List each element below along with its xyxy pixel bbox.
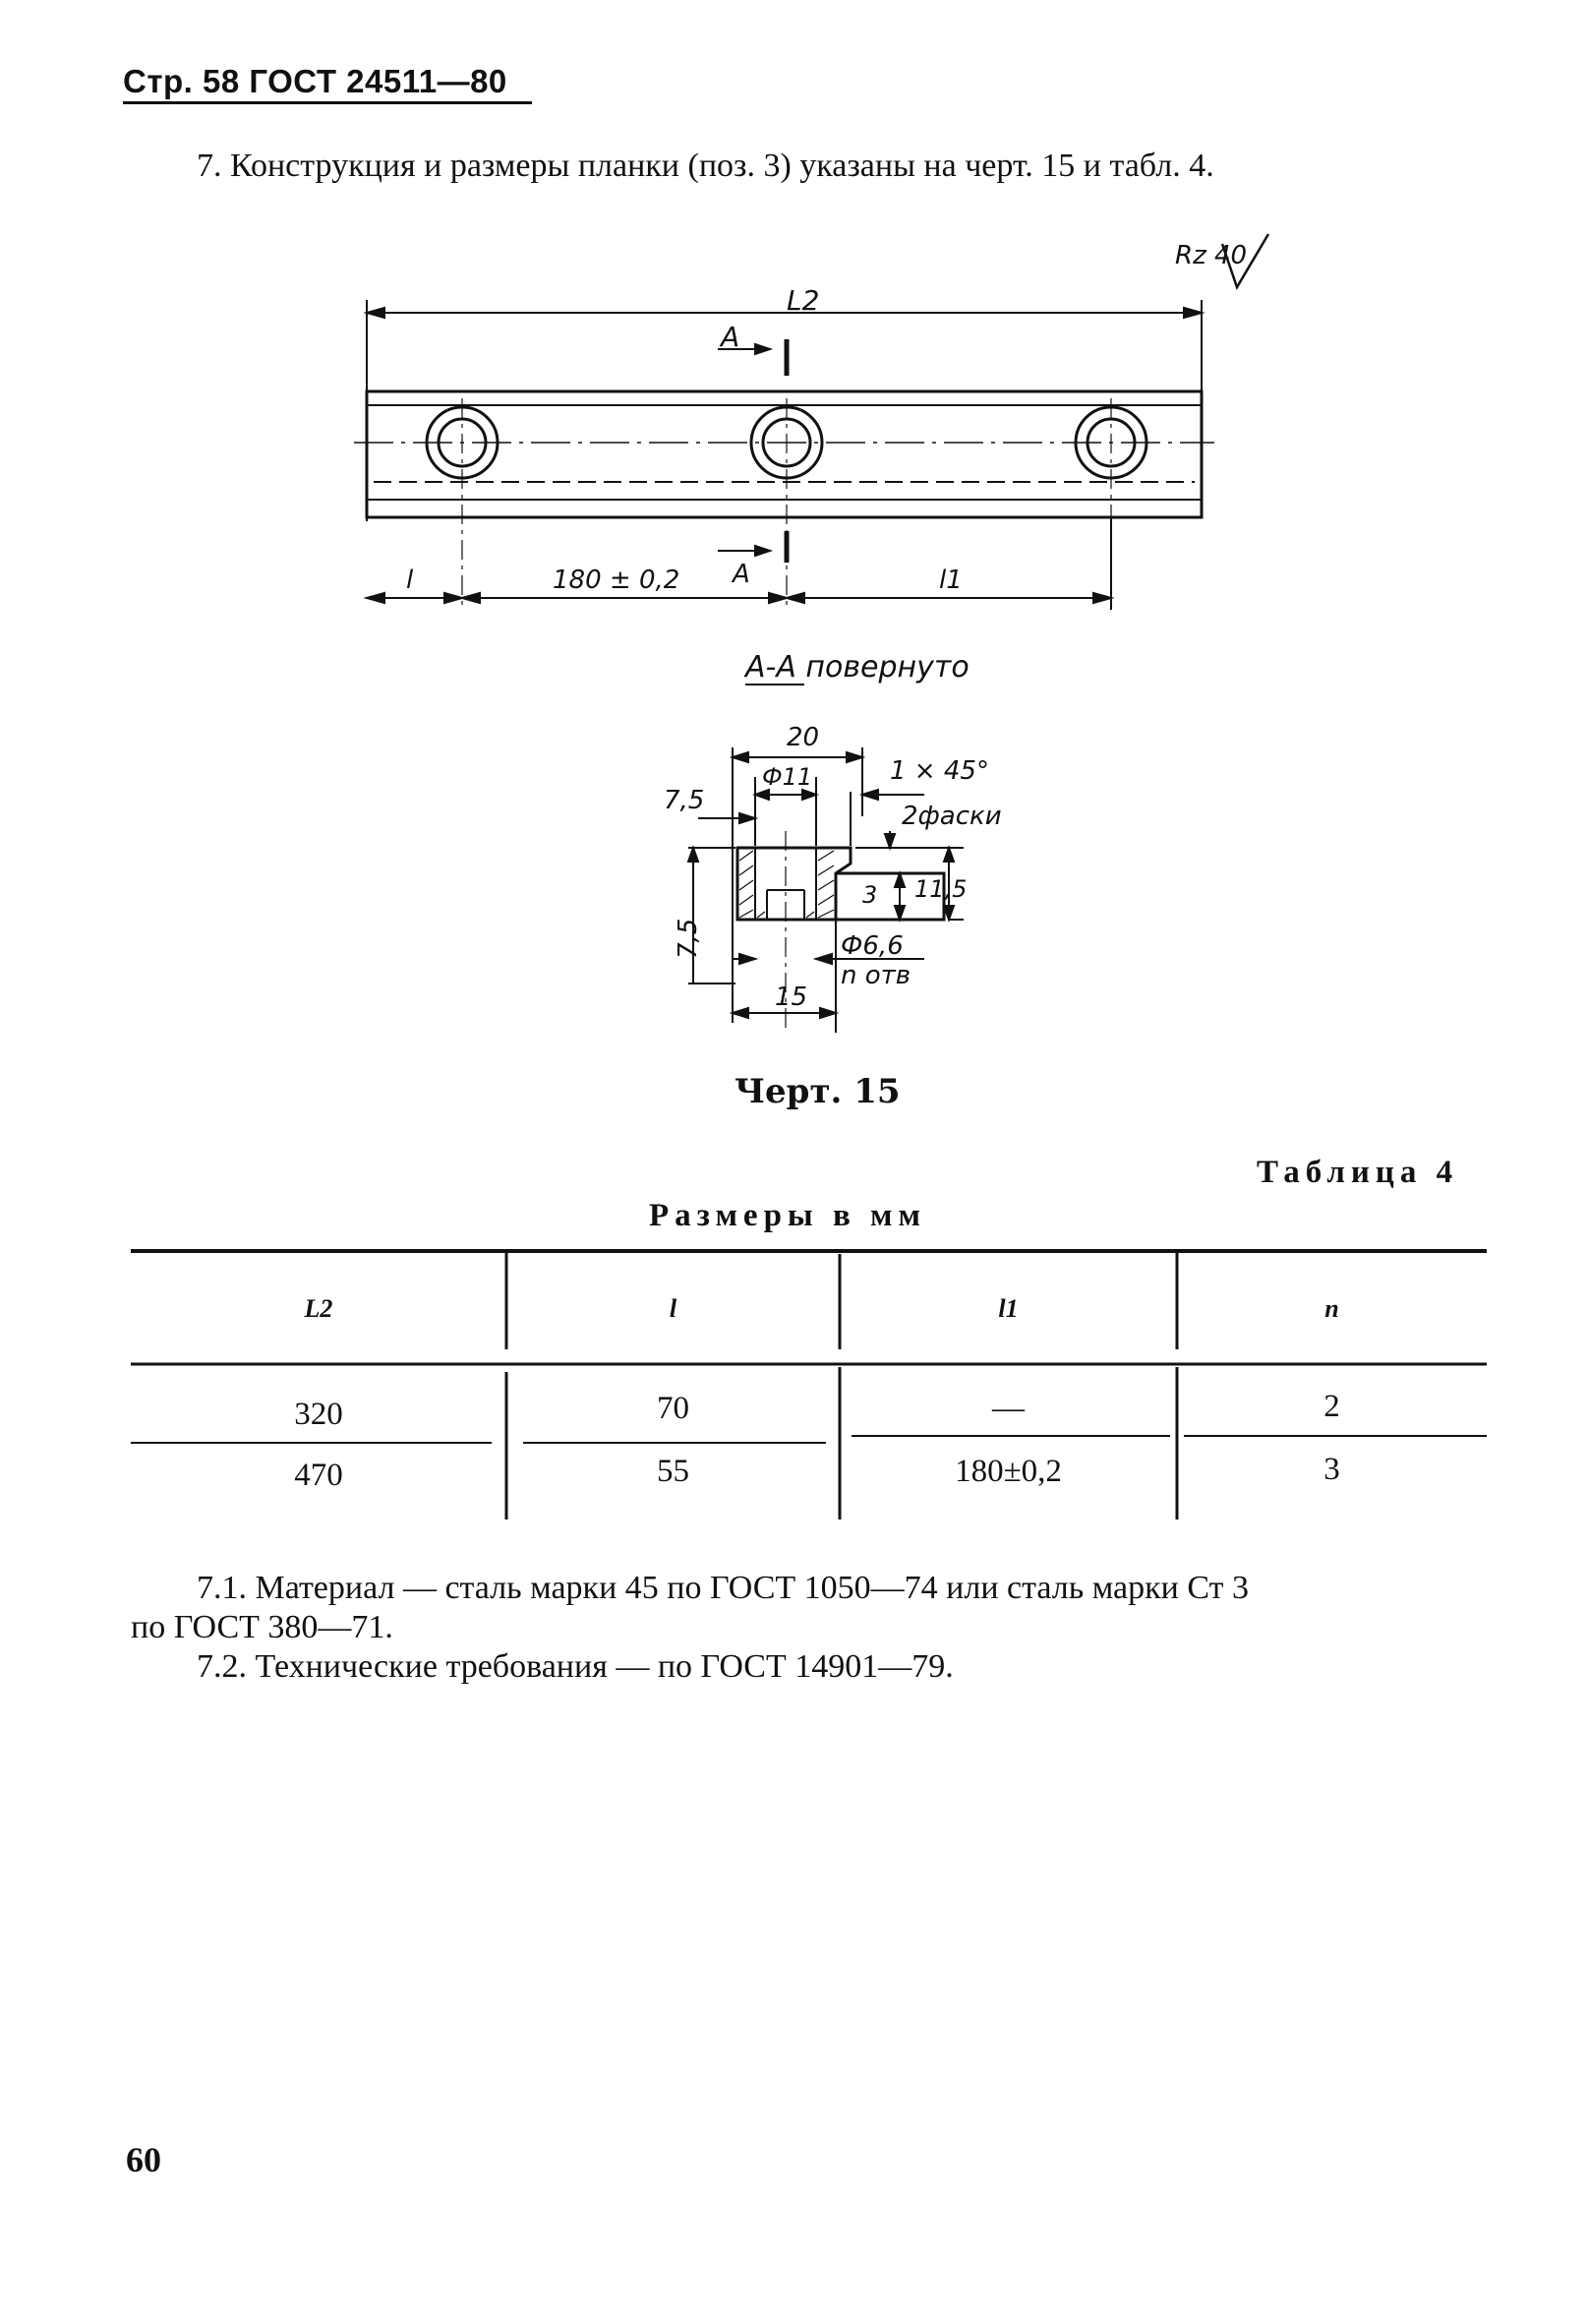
intro-paragraph: 7. Конструкция и размеры планки (поз. 3) указаны на черт. 15 и табл. 4. [197, 148, 1214, 184]
dim-chamfer-label: 1 × 45° [890, 756, 989, 786]
section-mark-top: A [721, 321, 740, 353]
table-title: Таблица 4 [1257, 1155, 1459, 1190]
dim-20-label: 20 [787, 723, 820, 752]
page-header: Стр. 58 ГОСТ 24511—80 [123, 63, 507, 99]
dim-7-5-top-label: 7,5 [664, 786, 705, 815]
section-title: А-А повернуто [745, 650, 970, 685]
table-header-n: n [1324, 1294, 1339, 1323]
dim-l1-label: l1 [939, 566, 963, 595]
roughness-label: Rz 40 [1175, 241, 1248, 270]
table-cell-r2-L2: 470 [294, 1458, 343, 1493]
chamfer-note-label: 2фаски [902, 802, 1002, 831]
table-cell-r1-l1: — [992, 1391, 1025, 1426]
table-cell-r1-L2: 320 [294, 1397, 343, 1432]
section-mark-bottom: A [733, 560, 750, 589]
table-subtitle: Размеры в мм [649, 1198, 926, 1233]
table-cell-r2-n: 3 [1323, 1452, 1340, 1487]
dim-3-label: 3 [862, 881, 878, 909]
dim-l-label: l [406, 566, 414, 595]
dim-d6-6-label: Ф6,6 [841, 931, 904, 961]
table-cell-r2-l1: 180±0,2 [955, 1454, 1062, 1489]
dim-L2-label: L2 [787, 284, 820, 317]
paragraph-7-1-line1: 7.1. Материал — сталь марки 45 по ГОСТ 1050—74 или сталь марки Ст 3 [197, 1570, 1249, 1606]
dim-15-label: 15 [775, 983, 808, 1012]
dim-11-5-label: 11,5 [914, 875, 968, 903]
table-cell-r1-l: 70 [657, 1391, 689, 1426]
table-header-l: l [669, 1294, 677, 1323]
dim-d11-label: Ф11 [762, 763, 813, 791]
table-cell-r1-n: 2 [1323, 1389, 1340, 1424]
dim-spacing-label: 180 ± 0,2 [553, 566, 680, 595]
page-number: 60 [126, 2140, 161, 2179]
paragraph-7-2: 7.2. Технические требования — по ГОСТ 14901—79. [197, 1648, 954, 1685]
table-header-l1: l1 [998, 1294, 1019, 1323]
drawing-caption: Черт. 15 [735, 1072, 901, 1111]
paragraph-7-1-line2: по ГОСТ 380—71. [131, 1609, 393, 1645]
holes-note-label: n отв [841, 961, 911, 990]
table-header-L2: L2 [304, 1294, 333, 1323]
table-cell-r2-l: 55 [657, 1454, 689, 1489]
dim-7-5-side-label: 7,5 [674, 918, 703, 959]
